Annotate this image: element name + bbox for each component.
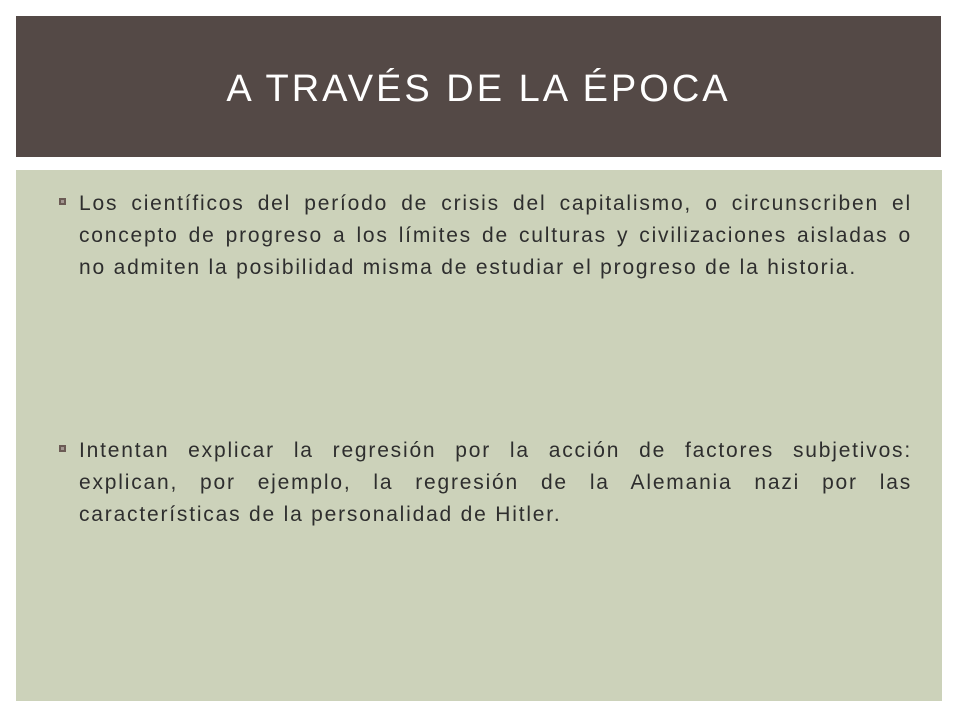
slide-title: A TRAVÉS DE LA ÉPOCA	[226, 68, 731, 110]
square-bullet-icon	[59, 198, 66, 205]
title-band	[16, 16, 941, 157]
square-bullet-icon	[59, 445, 66, 452]
bullet-text: Los científicos del período de crisis del capitalismo, o circunscriben el concepto de progreso a los límites de culturas y civilizaciones aisladas o no admiten la posibilidad misma de estudiar el progreso de la historia.	[79, 192, 912, 279]
content-panel	[16, 170, 942, 701]
bullet-text: Intentan explicar la regresión por la acción de factores subjetivos: explican, por ejemplo, la regresión de la Alemania nazi por las características de la personalidad de Hitler.	[79, 439, 912, 526]
